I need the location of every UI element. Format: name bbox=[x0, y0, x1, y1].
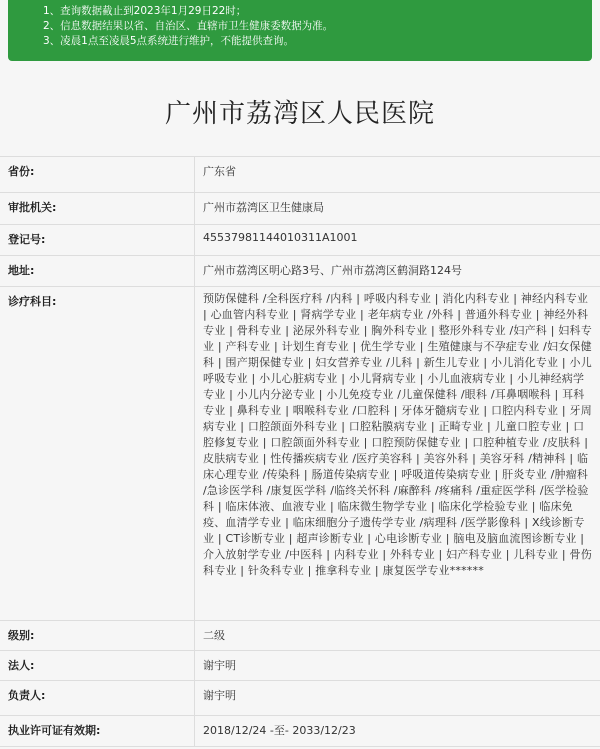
row-value: 广州市荔湾区卫生健康局 bbox=[203, 201, 324, 214]
row-departments bbox=[0, 287, 600, 621]
row-person-in-charge bbox=[0, 681, 600, 716]
row-registration-number bbox=[0, 225, 600, 256]
row-label: 级别: bbox=[0, 621, 195, 650]
row-address bbox=[0, 256, 600, 287]
row-value: 广东省 bbox=[203, 165, 236, 178]
notice-line: 3、凌晨1点至凌晨5点系统进行维护，不能提供查询。 bbox=[43, 35, 295, 47]
notice-banner bbox=[8, 0, 592, 61]
row-legal-person bbox=[0, 651, 600, 681]
row-label: 省份: bbox=[0, 157, 195, 192]
row-label: 审批机关: bbox=[0, 193, 195, 224]
info-table bbox=[0, 156, 600, 747]
row-value: 谢宇明 bbox=[203, 689, 236, 702]
row-level bbox=[0, 621, 600, 651]
row-value: 45537981144010311A1001 bbox=[203, 231, 358, 244]
notice-line: 2、信息数据结果以省、自治区、直辖市卫生健康委数据为准。 bbox=[43, 20, 334, 32]
row-value: 广州市荔湾区明心路3号、广州市荔湾区鹤洞路124号 bbox=[203, 264, 462, 277]
hospital-title: 广州市荔湾区人民医院 bbox=[164, 99, 435, 129]
row-label: 执业许可证有效期: bbox=[0, 716, 195, 746]
notice-line: 1、查询数据截止到2023年1月29日22时； bbox=[43, 5, 247, 17]
row-value: 谢宇明 bbox=[203, 659, 236, 672]
row-label: 诊疗科目: bbox=[0, 287, 195, 620]
row-value: 2018/12/24 -至- 2033/12/23 bbox=[203, 724, 356, 737]
row-license-validity bbox=[0, 716, 600, 747]
row-value: 二级 bbox=[203, 629, 225, 642]
row-approver bbox=[0, 193, 600, 225]
row-value: 预防保健科 /全科医疗科 /内科 | 呼吸内科专业 | 消化内科专业 | 神经内科专业 | 心血管内科专业 | 肾病学专业 | 老年病专业 /外科 | 普通外科专业 | 神经外科专业 | 骨科专业 | 泌尿外科专业 | 胸外科专业 | 整形外科专业 /妇产科 | 妇科专业 | 产科专业 | 计划生育专业 | 优生学专业 | 生殖健康与不孕症专业 /妇女保健科 | 围产期保健专业 | 妇女营养专业 /儿科 | 新生儿专业 | 小儿消化专业 | 小儿呼吸专业 | 小儿心脏病专业 | 小儿肾病专业 | 小儿血液病专业 | 小儿神经病学专业 | 小儿内分泌专业 | 小儿免疫专业 /儿童保健科 /眼科 /耳鼻咽喉科 | 耳科专业 | 鼻科专业 | 咽喉科专业 /口腔科 | 牙体牙髓病专业 | 口腔内科专业 | 牙周病专业 | 口腔颌面外科专业 | 口腔粘膜病专业 | 正畸专业 | 儿童口腔专业 | 口腔修复专业 | 口腔颌面外科专业 | 口腔预防保健专业 | 口腔种植专业 /皮肤科 | 皮肤病专业 | 性传播疾病专业 /医疗美容科 | 美容外科 | 美容牙科 /精神科 | 临床心理专业 /传染科 | 肠道传染病专业 | 呼吸道传染病专业 | 肝炎专业 /肿瘤科 /急诊医学科 /康复医学科 /临终关怀科 /麻醉科 /疼痛科 /重症医学科 /医学检验科 | 临床体液、血液专业 | 临床微生物学专业 | 临床化学检验专业 | 临床免疫、血清学专业 | 临床细胞分子遗传学专业 /病理科 /医学影像科 | X线诊断专业 | CT诊断专业 | 超声诊断专业 | 心电诊断专业 | 脑电及脑血流图诊断专业 | 介入放射学专业 /中医科 | 内科专业 | 外科专业 | 妇产科专业 | 儿科专业 | 骨伤科专业 | 针灸科专业 | 推拿科专业 | 康复医学专业****** bbox=[203, 292, 592, 577]
row-label: 负责人: bbox=[0, 681, 195, 715]
row-province bbox=[0, 157, 600, 193]
row-label: 法人: bbox=[0, 651, 195, 680]
row-label: 登记号: bbox=[0, 225, 195, 255]
row-label: 地址: bbox=[0, 256, 195, 286]
